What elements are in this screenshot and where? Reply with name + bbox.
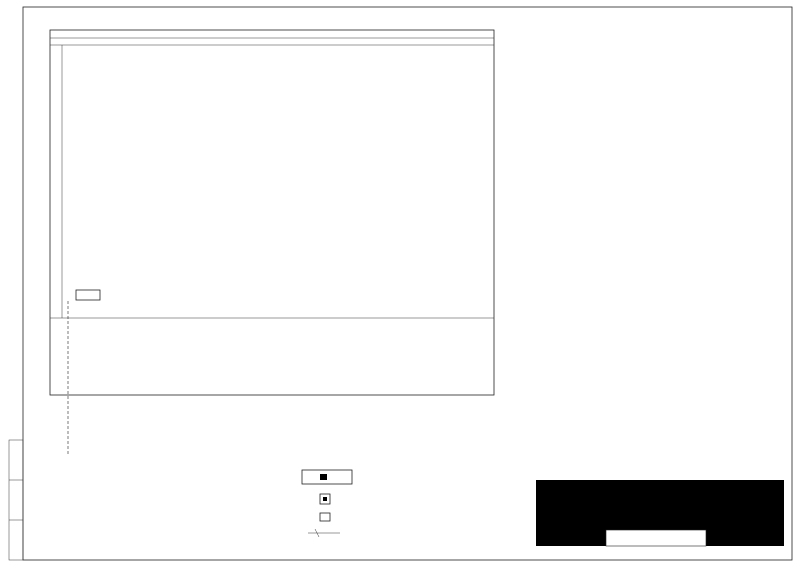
side-strip xyxy=(9,440,23,560)
orsh-cabinet xyxy=(76,290,100,300)
sheet-frame xyxy=(23,7,792,560)
riser-table xyxy=(50,30,494,395)
title-block-name-cell xyxy=(606,530,706,546)
legend-box-symbol xyxy=(320,513,330,521)
